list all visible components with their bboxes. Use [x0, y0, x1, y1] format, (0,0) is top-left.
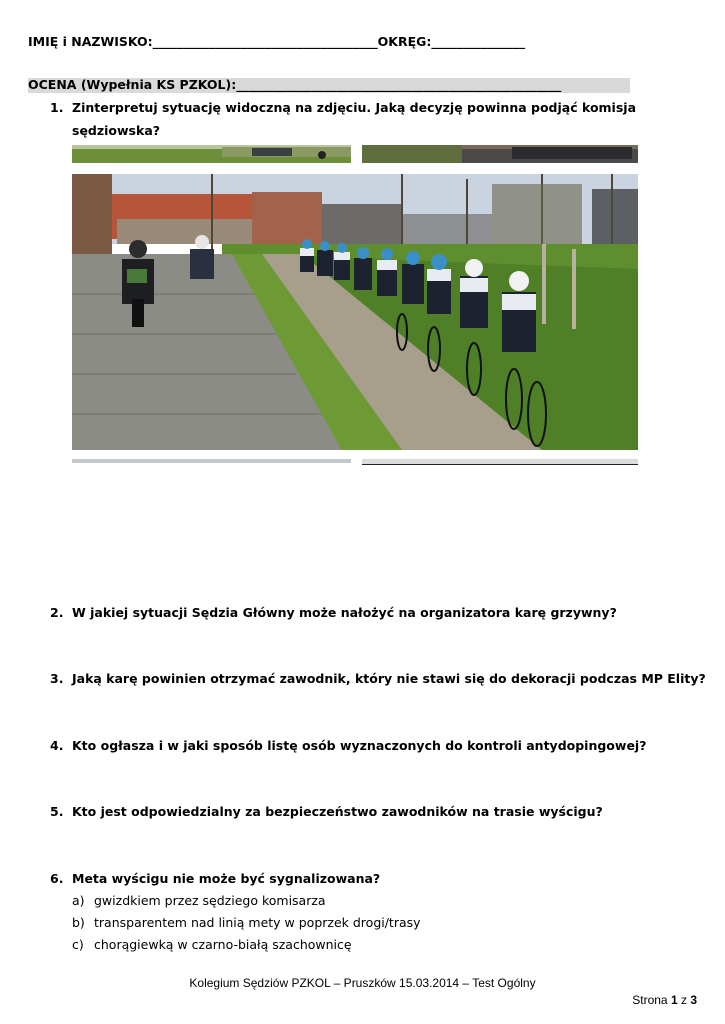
grade-field[interactable]: ____________________________________________________	[236, 77, 562, 92]
photo-strip-bottom-left	[72, 459, 351, 463]
photo-strip-right	[362, 145, 638, 163]
page-current: 1	[670, 993, 678, 1007]
question-number: 2.	[50, 605, 64, 620]
option-text: chorągiewką w czarno-białą szachownicę	[94, 937, 352, 952]
question-number: 3.	[50, 671, 64, 686]
question-2	[50, 605, 617, 620]
race-photo	[72, 174, 638, 450]
race-photo-image	[72, 174, 638, 450]
option-text: transparentem nad linią mety w poprzek drogi/trasy	[94, 915, 421, 930]
question-number: 6.	[50, 871, 64, 886]
question-text: Meta wyścigu nie może być sygnalizowana?	[72, 871, 381, 886]
question-number: 5.	[50, 804, 64, 819]
footer-text: Kolegium Sędziów PZKOL – Pruszków 15.03.2014 – Test Ogólny	[189, 976, 536, 990]
district-field[interactable]: _______________	[431, 34, 526, 49]
question-number: 1.	[50, 100, 64, 115]
district-label: OKRĘG:	[377, 34, 432, 49]
question-6	[50, 871, 380, 886]
name-label: IMIĘ i NAZWISKO:	[28, 34, 153, 49]
grade-label: OCENA (Wypełnia KS PZKOL):	[28, 77, 237, 92]
question-text: Jaką karę powinien otrzymać zawodnik, który nie stawi się do dekoracji podczas MP Elity?	[72, 671, 706, 686]
page-label: Strona	[632, 993, 668, 1007]
photo-strip-left	[72, 145, 351, 163]
grade-line	[28, 77, 561, 92]
photo-strip-right-image	[362, 145, 638, 163]
question-number: 4.	[50, 738, 64, 753]
page-total: 3	[690, 993, 697, 1007]
option-text: gwizdkiem przez sędziego komisarza	[94, 893, 326, 908]
option-letter: a)	[72, 893, 85, 908]
page-sep: z	[680, 993, 687, 1007]
question-1-continued: sędziowska?	[72, 123, 161, 138]
question-1	[50, 100, 670, 115]
option-a[interactable]	[72, 893, 326, 908]
option-letter: c)	[72, 937, 84, 952]
question-text: Zinterpretuj sytuację widoczną na zdjęciu. Jaką decyzję powinna podjąć komisja	[72, 100, 637, 115]
option-b[interactable]	[72, 915, 421, 930]
question-3	[50, 671, 706, 686]
question-text: Kto jest odpowiedzialny za bezpieczeństwo zawodników na trasie wyścigu?	[72, 804, 603, 819]
option-letter: b)	[72, 915, 85, 930]
question-5	[50, 804, 603, 819]
photo-strip-bottom-right	[362, 459, 638, 465]
option-c[interactable]	[72, 937, 352, 952]
question-text: Kto ogłasza i w jaki sposób listę osób wyznaczonych do kontroli antydopingowej?	[72, 738, 647, 753]
question-4	[50, 738, 646, 753]
page-indicator	[632, 993, 697, 1007]
name-field[interactable]: ____________________________________	[152, 34, 378, 49]
photo-strip-left-image	[72, 145, 351, 163]
name-label-line	[28, 34, 525, 49]
question-text: W jakiej sytuacji Sędzia Główny może nałożyć na organizatora karę grzywny?	[72, 605, 617, 620]
